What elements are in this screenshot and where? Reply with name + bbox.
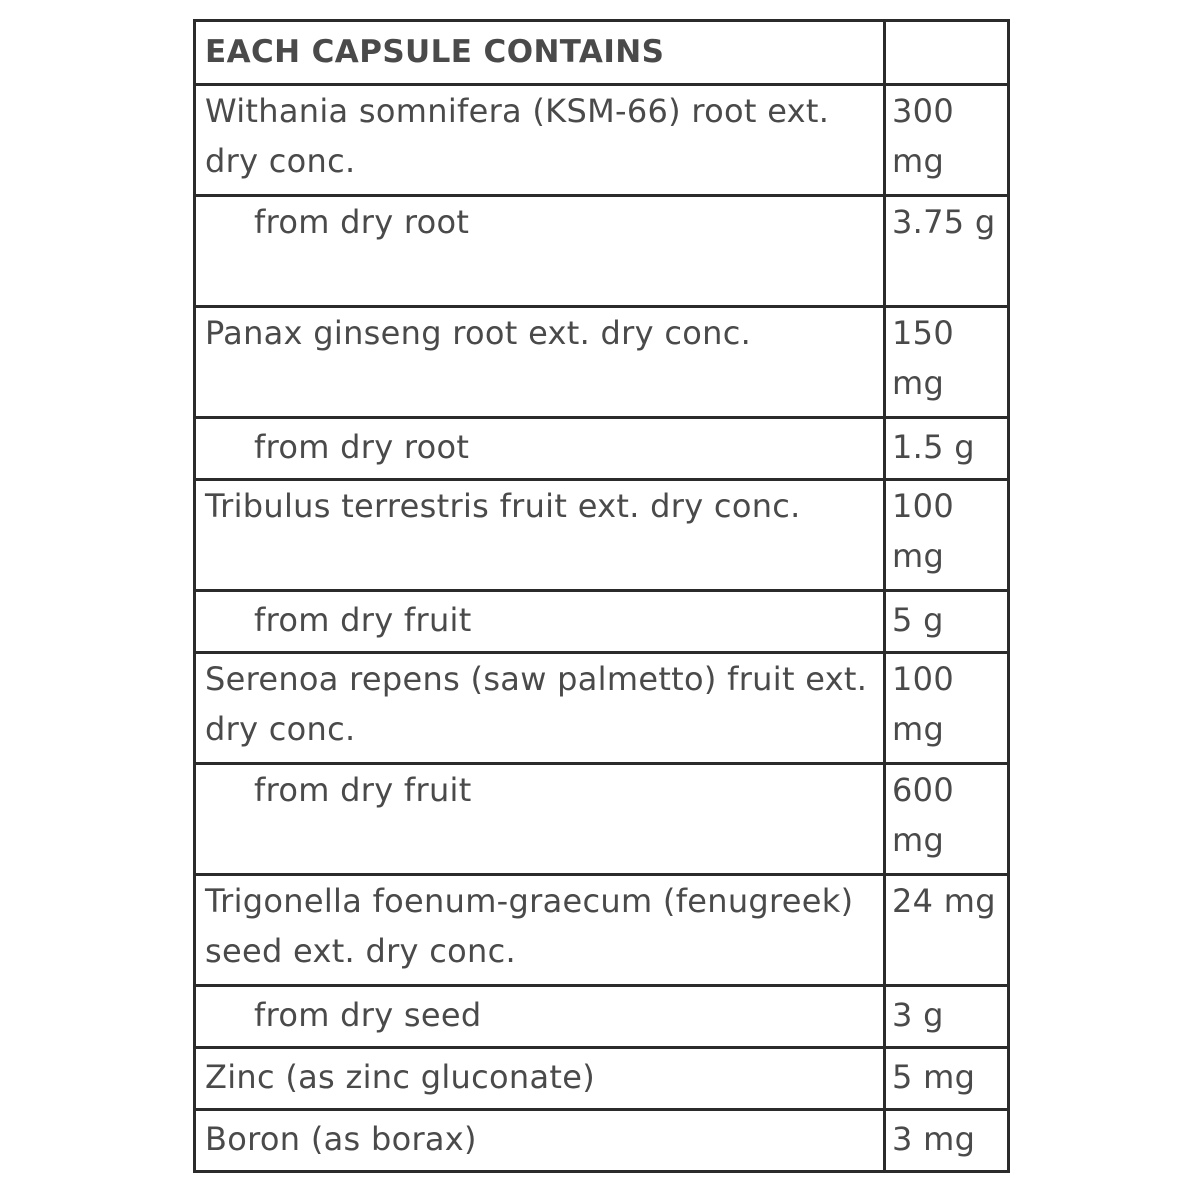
ingredient-amount-cell: 5 mg <box>885 1048 1009 1110</box>
ingredient-amount-cell: 150 mg <box>885 307 1009 418</box>
ingredient-name-cell: Trigonella foenum-graecum (fenugreek) seed ext. dry conc. <box>195 875 885 986</box>
table-row <box>195 307 1009 418</box>
ingredients-table <box>193 19 1010 1173</box>
table-row <box>195 986 1009 1048</box>
ingredients-table-body <box>195 21 1009 1172</box>
table-row <box>195 591 1009 653</box>
ingredient-amount-cell: 24 mg <box>885 875 1009 986</box>
ingredient-name-cell: Boron (as borax) <box>195 1110 885 1172</box>
ingredient-amount-cell: 3.75 g <box>885 196 1009 307</box>
ingredient-amount-cell: 100 mg <box>885 653 1009 764</box>
header-amount-cell <box>885 21 1009 85</box>
table-row <box>195 480 1009 591</box>
sub-ingredient-name-cell: from dry root <box>195 196 885 307</box>
table-row <box>195 1048 1009 1110</box>
table-row <box>195 764 1009 875</box>
table-row <box>195 196 1009 307</box>
sub-ingredient-name-cell: from dry seed <box>195 986 885 1048</box>
sub-ingredient-name-cell: from dry fruit <box>195 591 885 653</box>
ingredient-amount-cell: 100 mg <box>885 480 1009 591</box>
ingredient-amount-cell: 5 g <box>885 591 1009 653</box>
ingredient-amount-cell: 3 g <box>885 986 1009 1048</box>
sub-ingredient-name-cell: from dry root <box>195 418 885 480</box>
ingredient-name-cell: Tribulus terrestris fruit ext. dry conc. <box>195 480 885 591</box>
table-row <box>195 1110 1009 1172</box>
ingredient-amount-cell: 600 mg <box>885 764 1009 875</box>
sub-ingredient-name-cell: from dry fruit <box>195 764 885 875</box>
table-row <box>195 418 1009 480</box>
table-row <box>195 653 1009 764</box>
ingredient-amount-cell: 3 mg <box>885 1110 1009 1172</box>
ingredient-name-cell: Serenoa repens (saw palmetto) fruit ext. dry conc. <box>195 653 885 764</box>
table-row <box>195 875 1009 986</box>
ingredient-amount-cell: 300 mg <box>885 85 1009 196</box>
ingredient-name-cell: Zinc (as zinc gluconate) <box>195 1048 885 1110</box>
ingredient-name-cell: Withania somnifera (KSM-66) root ext. dry conc. <box>195 85 885 196</box>
header-ingredient-cell: EACH CAPSULE CONTAINS <box>195 21 885 85</box>
ingredient-amount-cell: 1.5 g <box>885 418 1009 480</box>
ingredient-name-cell: Panax ginseng root ext. dry conc. <box>195 307 885 418</box>
table-header-row <box>195 21 1009 85</box>
table-row <box>195 85 1009 196</box>
